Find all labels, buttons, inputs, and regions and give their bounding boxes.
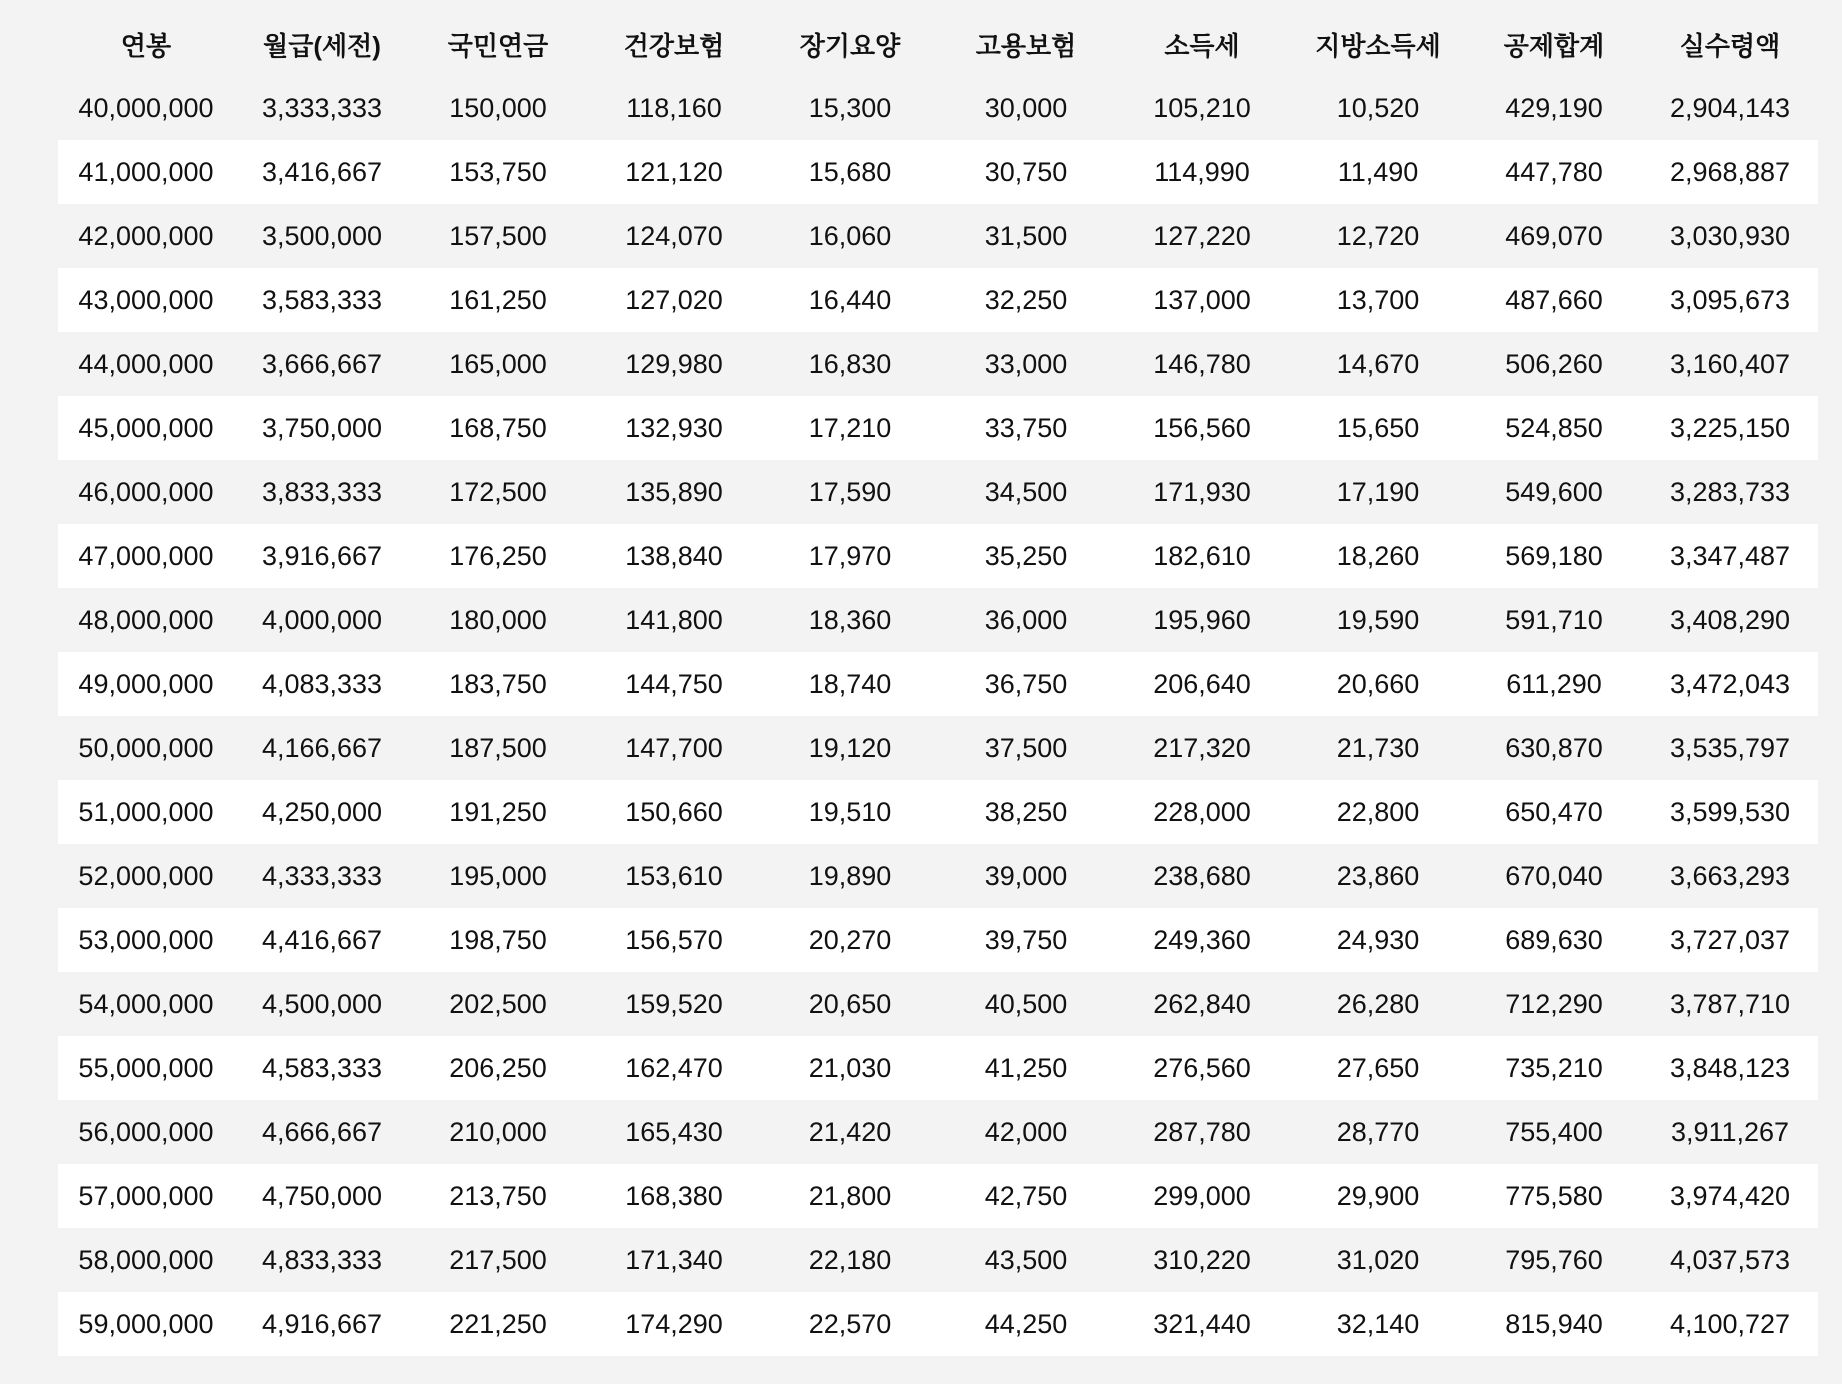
cell-employment-insurance: 30,000 <box>984 92 1068 123</box>
cell-national-pension: 150,000 <box>449 92 547 123</box>
cell-health-insurance: 118,160 <box>626 92 722 123</box>
cell-local-income-tax: 15,650 <box>1336 412 1420 443</box>
cell-employment-insurance: 34,500 <box>984 476 1068 507</box>
cell-total-deduction: 712,290 <box>1505 988 1603 1019</box>
table-row <box>58 268 1818 332</box>
cell-local-income-tax: 14,670 <box>1336 348 1420 379</box>
cell-income-tax: 182,610 <box>1153 540 1251 571</box>
cell-monthly-gross: 4,833,333 <box>261 1244 383 1275</box>
cell-monthly-gross: 3,500,000 <box>261 220 383 251</box>
cell-national-pension: 157,500 <box>449 220 547 251</box>
cell-monthly-gross: 4,250,000 <box>261 796 383 827</box>
cell-national-pension: 221,250 <box>449 1308 547 1339</box>
cell-employment-insurance: 37,500 <box>984 732 1068 763</box>
cell-health-insurance: 124,070 <box>625 220 723 251</box>
cell-net-pay: 3,095,673 <box>1669 284 1791 315</box>
table-header <box>58 12 1818 76</box>
cell-total-deduction: 447,780 <box>1505 156 1603 187</box>
cell-local-income-tax: 26,280 <box>1336 988 1420 1019</box>
cell-monthly-gross: 4,666,667 <box>261 1116 383 1147</box>
cell-health-insurance: 135,890 <box>625 476 723 507</box>
column-header-annual-salary: 연봉 <box>120 30 172 61</box>
cell-local-income-tax: 17,190 <box>1336 476 1420 507</box>
cell-employment-insurance: 35,250 <box>984 540 1068 571</box>
cell-income-tax: 287,780 <box>1153 1116 1251 1147</box>
cell-long-term-care: 18,360 <box>808 604 892 635</box>
cell-health-insurance: 162,470 <box>625 1052 723 1083</box>
cell-total-deduction: 815,940 <box>1505 1308 1603 1339</box>
cell-total-deduction: 549,600 <box>1505 476 1603 507</box>
cell-annual-salary: 41,000,000 <box>78 156 214 187</box>
cell-net-pay: 3,225,150 <box>1669 412 1791 443</box>
cell-national-pension: 172,500 <box>449 476 547 507</box>
cell-national-pension: 206,250 <box>449 1052 547 1083</box>
cell-long-term-care: 19,510 <box>808 796 892 827</box>
cell-annual-salary: 47,000,000 <box>78 540 214 571</box>
cell-monthly-gross: 3,416,667 <box>261 156 383 187</box>
cell-long-term-care: 16,060 <box>808 220 892 251</box>
cell-monthly-gross: 4,166,667 <box>261 732 383 763</box>
column-header-local-income-tax: 지방소득세 <box>1315 30 1441 61</box>
salary-net-pay-table <box>58 12 1818 1356</box>
cell-health-insurance: 156,570 <box>625 924 723 955</box>
cell-income-tax: 238,680 <box>1153 860 1251 891</box>
cell-total-deduction: 775,580 <box>1505 1180 1603 1211</box>
cell-local-income-tax: 29,900 <box>1336 1180 1420 1211</box>
cell-annual-salary: 53,000,000 <box>78 924 214 955</box>
cell-monthly-gross: 3,833,333 <box>261 476 383 507</box>
cell-annual-salary: 55,000,000 <box>78 1052 214 1083</box>
cell-local-income-tax: 27,650 <box>1336 1052 1420 1083</box>
cell-long-term-care: 17,590 <box>808 476 892 507</box>
cell-annual-salary: 51,000,000 <box>78 796 214 827</box>
cell-annual-salary: 59,000,000 <box>78 1308 214 1339</box>
cell-income-tax: 137,000 <box>1153 284 1251 315</box>
salary-table-container <box>58 12 1818 1356</box>
cell-income-tax: 171,930 <box>1153 476 1251 507</box>
table-row <box>58 1228 1818 1292</box>
cell-long-term-care: 15,680 <box>808 156 892 187</box>
cell-monthly-gross: 3,666,667 <box>261 348 383 379</box>
cell-net-pay: 3,727,037 <box>1669 924 1791 955</box>
cell-income-tax: 206,640 <box>1153 668 1251 699</box>
cell-health-insurance: 171,340 <box>625 1244 723 1275</box>
cell-annual-salary: 44,000,000 <box>78 348 214 379</box>
cell-national-pension: 165,000 <box>449 348 547 379</box>
cell-total-deduction: 429,190 <box>1505 92 1603 123</box>
cell-monthly-gross: 4,583,333 <box>261 1052 383 1083</box>
cell-long-term-care: 19,890 <box>808 860 892 891</box>
cell-national-pension: 195,000 <box>449 860 547 891</box>
cell-total-deduction: 591,710 <box>1505 604 1603 635</box>
cell-long-term-care: 20,650 <box>808 988 892 1019</box>
table-row <box>58 652 1818 716</box>
cell-income-tax: 276,560 <box>1153 1052 1251 1083</box>
cell-net-pay: 3,974,420 <box>1669 1180 1791 1211</box>
cell-monthly-gross: 3,916,667 <box>261 540 383 571</box>
cell-long-term-care: 17,970 <box>808 540 892 571</box>
cell-net-pay: 3,160,407 <box>1669 348 1791 379</box>
cell-health-insurance: 168,380 <box>625 1180 723 1211</box>
cell-income-tax: 127,220 <box>1153 220 1251 251</box>
cell-local-income-tax: 22,800 <box>1336 796 1420 827</box>
cell-national-pension: 187,500 <box>449 732 547 763</box>
cell-employment-insurance: 44,250 <box>984 1308 1068 1339</box>
cell-income-tax: 310,220 <box>1153 1244 1251 1275</box>
table-row <box>58 460 1818 524</box>
cell-total-deduction: 506,260 <box>1505 348 1603 379</box>
cell-employment-insurance: 32,250 <box>984 284 1068 315</box>
cell-total-deduction: 670,040 <box>1505 860 1603 891</box>
cell-long-term-care: 15,300 <box>808 92 892 123</box>
cell-annual-salary: 40,000,000 <box>78 92 214 123</box>
cell-health-insurance: 153,610 <box>625 860 723 891</box>
cell-national-pension: 176,250 <box>449 540 547 571</box>
cell-employment-insurance: 40,500 <box>984 988 1068 1019</box>
header-row <box>58 12 1818 76</box>
cell-income-tax: 156,560 <box>1153 412 1251 443</box>
column-header-monthly-gross: 월급(세전) <box>263 30 381 61</box>
cell-monthly-gross: 4,416,667 <box>261 924 383 955</box>
cell-net-pay: 2,904,143 <box>1669 92 1791 123</box>
cell-annual-salary: 50,000,000 <box>78 732 214 763</box>
cell-long-term-care: 21,420 <box>808 1116 892 1147</box>
cell-long-term-care: 22,570 <box>808 1308 892 1339</box>
cell-total-deduction: 650,470 <box>1505 796 1603 827</box>
cell-health-insurance: 150,660 <box>625 796 723 827</box>
column-header-health-insurance: 건강보험 <box>623 30 725 61</box>
cell-monthly-gross: 3,750,000 <box>261 412 383 443</box>
cell-total-deduction: 795,760 <box>1505 1244 1603 1275</box>
cell-total-deduction: 689,630 <box>1505 924 1603 955</box>
column-header-total-deduction: 공제합계 <box>1503 30 1605 61</box>
cell-net-pay: 3,848,123 <box>1669 1052 1791 1083</box>
cell-employment-insurance: 39,750 <box>984 924 1068 955</box>
cell-income-tax: 114,990 <box>1154 156 1250 187</box>
cell-employment-insurance: 31,500 <box>984 220 1068 251</box>
cell-local-income-tax: 12,720 <box>1336 220 1420 251</box>
cell-employment-insurance: 38,250 <box>984 796 1068 827</box>
cell-local-income-tax: 23,860 <box>1336 860 1420 891</box>
cell-income-tax: 105,210 <box>1153 92 1251 123</box>
cell-health-insurance: 132,930 <box>625 412 723 443</box>
cell-income-tax: 146,780 <box>1153 348 1251 379</box>
cell-long-term-care: 18,740 <box>808 668 892 699</box>
cell-income-tax: 217,320 <box>1153 732 1251 763</box>
table-row <box>58 844 1818 908</box>
cell-net-pay: 3,535,797 <box>1669 732 1791 763</box>
table-row <box>58 1292 1818 1356</box>
cell-local-income-tax: 13,700 <box>1336 284 1420 315</box>
cell-monthly-gross: 4,750,000 <box>261 1180 383 1211</box>
cell-annual-salary: 49,000,000 <box>78 668 214 699</box>
table-row <box>58 972 1818 1036</box>
cell-long-term-care: 16,830 <box>808 348 892 379</box>
cell-monthly-gross: 4,916,667 <box>261 1308 383 1339</box>
table-row <box>58 396 1818 460</box>
table-row <box>58 716 1818 780</box>
cell-local-income-tax: 10,520 <box>1336 92 1420 123</box>
cell-net-pay: 4,037,573 <box>1669 1244 1791 1275</box>
cell-income-tax: 249,360 <box>1153 924 1251 955</box>
table-row <box>58 1164 1818 1228</box>
cell-long-term-care: 20,270 <box>808 924 892 955</box>
cell-net-pay: 4,100,727 <box>1669 1308 1791 1339</box>
cell-net-pay: 3,283,733 <box>1669 476 1791 507</box>
cell-employment-insurance: 33,000 <box>984 348 1068 379</box>
cell-local-income-tax: 28,770 <box>1336 1116 1420 1147</box>
cell-annual-salary: 46,000,000 <box>78 476 214 507</box>
cell-monthly-gross: 4,083,333 <box>261 668 383 699</box>
column-header-long-term-care: 장기요양 <box>799 30 901 61</box>
cell-net-pay: 3,787,710 <box>1669 988 1791 1019</box>
table-row <box>58 524 1818 588</box>
cell-employment-insurance: 39,000 <box>984 860 1068 891</box>
cell-local-income-tax: 21,730 <box>1336 732 1420 763</box>
cell-local-income-tax: 32,140 <box>1336 1308 1420 1339</box>
cell-local-income-tax: 31,020 <box>1336 1244 1420 1275</box>
cell-long-term-care: 21,030 <box>808 1052 892 1083</box>
cell-annual-salary: 45,000,000 <box>78 412 214 443</box>
cell-monthly-gross: 3,583,333 <box>261 284 383 315</box>
cell-long-term-care: 19,120 <box>808 732 892 763</box>
cell-health-insurance: 121,120 <box>625 156 723 187</box>
cell-local-income-tax: 24,930 <box>1336 924 1420 955</box>
table-row <box>58 204 1818 268</box>
cell-annual-salary: 52,000,000 <box>78 860 214 891</box>
cell-national-pension: 180,000 <box>449 604 547 635</box>
cell-monthly-gross: 3,333,333 <box>261 92 383 123</box>
cell-health-insurance: 141,800 <box>625 604 723 635</box>
cell-employment-insurance: 30,750 <box>984 156 1068 187</box>
cell-long-term-care: 21,800 <box>808 1180 892 1211</box>
cell-annual-salary: 43,000,000 <box>78 284 214 315</box>
cell-total-deduction: 524,850 <box>1505 412 1603 443</box>
cell-income-tax: 195,960 <box>1153 604 1251 635</box>
cell-monthly-gross: 4,500,000 <box>261 988 383 1019</box>
table-row <box>58 780 1818 844</box>
cell-employment-insurance: 42,000 <box>984 1116 1068 1147</box>
cell-annual-salary: 42,000,000 <box>78 220 214 251</box>
cell-national-pension: 198,750 <box>449 924 547 955</box>
cell-employment-insurance: 33,750 <box>984 412 1068 443</box>
cell-long-term-care: 22,180 <box>808 1244 892 1275</box>
table-row <box>58 332 1818 396</box>
cell-net-pay: 3,030,930 <box>1669 220 1791 251</box>
cell-national-pension: 183,750 <box>449 668 547 699</box>
table-row <box>58 140 1818 204</box>
cell-national-pension: 217,500 <box>449 1244 547 1275</box>
cell-employment-insurance: 42,750 <box>984 1180 1068 1211</box>
column-header-employment-insurance: 고용보험 <box>975 30 1077 61</box>
cell-net-pay: 3,408,290 <box>1669 604 1791 635</box>
cell-health-insurance: 147,700 <box>625 732 723 763</box>
cell-annual-salary: 57,000,000 <box>78 1180 214 1211</box>
cell-net-pay: 3,663,293 <box>1669 860 1791 891</box>
cell-net-pay: 2,968,887 <box>1669 156 1791 187</box>
cell-national-pension: 153,750 <box>449 156 547 187</box>
cell-health-insurance: 165,430 <box>625 1116 723 1147</box>
cell-health-insurance: 127,020 <box>625 284 723 315</box>
table-row <box>58 588 1818 652</box>
column-header-national-pension: 국민연금 <box>447 30 549 61</box>
cell-long-term-care: 16,440 <box>808 284 892 315</box>
table-row <box>58 908 1818 972</box>
cell-employment-insurance: 41,250 <box>984 1052 1068 1083</box>
cell-income-tax: 228,000 <box>1153 796 1251 827</box>
cell-health-insurance: 129,980 <box>625 348 723 379</box>
cell-health-insurance: 159,520 <box>625 988 723 1019</box>
cell-national-pension: 213,750 <box>449 1180 547 1211</box>
cell-income-tax: 299,000 <box>1153 1180 1251 1211</box>
cell-net-pay: 3,599,530 <box>1669 796 1791 827</box>
cell-annual-salary: 58,000,000 <box>78 1244 214 1275</box>
cell-total-deduction: 755,400 <box>1505 1116 1603 1147</box>
table-row <box>58 1036 1818 1100</box>
cell-long-term-care: 17,210 <box>808 412 892 443</box>
table-body <box>58 76 1818 1356</box>
cell-annual-salary: 54,000,000 <box>78 988 214 1019</box>
cell-monthly-gross: 4,000,000 <box>261 604 383 635</box>
cell-annual-salary: 56,000,000 <box>78 1116 214 1147</box>
cell-net-pay: 3,911,267 <box>1670 1116 1790 1147</box>
cell-employment-insurance: 36,750 <box>984 668 1068 699</box>
cell-income-tax: 262,840 <box>1153 988 1251 1019</box>
cell-total-deduction: 487,660 <box>1505 284 1603 315</box>
table-row <box>58 1100 1818 1164</box>
cell-national-pension: 210,000 <box>449 1116 547 1147</box>
cell-national-pension: 161,250 <box>449 284 547 315</box>
table-row <box>58 76 1818 140</box>
cell-local-income-tax: 20,660 <box>1336 668 1420 699</box>
cell-total-deduction: 735,210 <box>1505 1052 1603 1083</box>
cell-local-income-tax: 19,590 <box>1336 604 1420 635</box>
cell-monthly-gross: 4,333,333 <box>261 860 383 891</box>
cell-health-insurance: 138,840 <box>625 540 723 571</box>
cell-annual-salary: 48,000,000 <box>78 604 214 635</box>
column-header-net-pay: 실수령액 <box>1679 30 1781 61</box>
cell-total-deduction: 569,180 <box>1505 540 1603 571</box>
cell-income-tax: 321,440 <box>1153 1308 1251 1339</box>
cell-national-pension: 168,750 <box>449 412 547 443</box>
cell-total-deduction: 630,870 <box>1505 732 1603 763</box>
cell-local-income-tax: 11,490 <box>1337 156 1419 187</box>
cell-employment-insurance: 36,000 <box>984 604 1068 635</box>
cell-total-deduction: 611,290 <box>1506 668 1602 699</box>
column-header-income-tax: 소득세 <box>1164 30 1240 61</box>
cell-net-pay: 3,472,043 <box>1669 668 1791 699</box>
cell-employment-insurance: 43,500 <box>984 1244 1068 1275</box>
cell-health-insurance: 174,290 <box>625 1308 723 1339</box>
cell-health-insurance: 144,750 <box>625 668 723 699</box>
cell-net-pay: 3,347,487 <box>1669 540 1791 571</box>
cell-national-pension: 191,250 <box>449 796 547 827</box>
cell-total-deduction: 469,070 <box>1505 220 1603 251</box>
cell-national-pension: 202,500 <box>449 988 547 1019</box>
cell-local-income-tax: 18,260 <box>1336 540 1420 571</box>
